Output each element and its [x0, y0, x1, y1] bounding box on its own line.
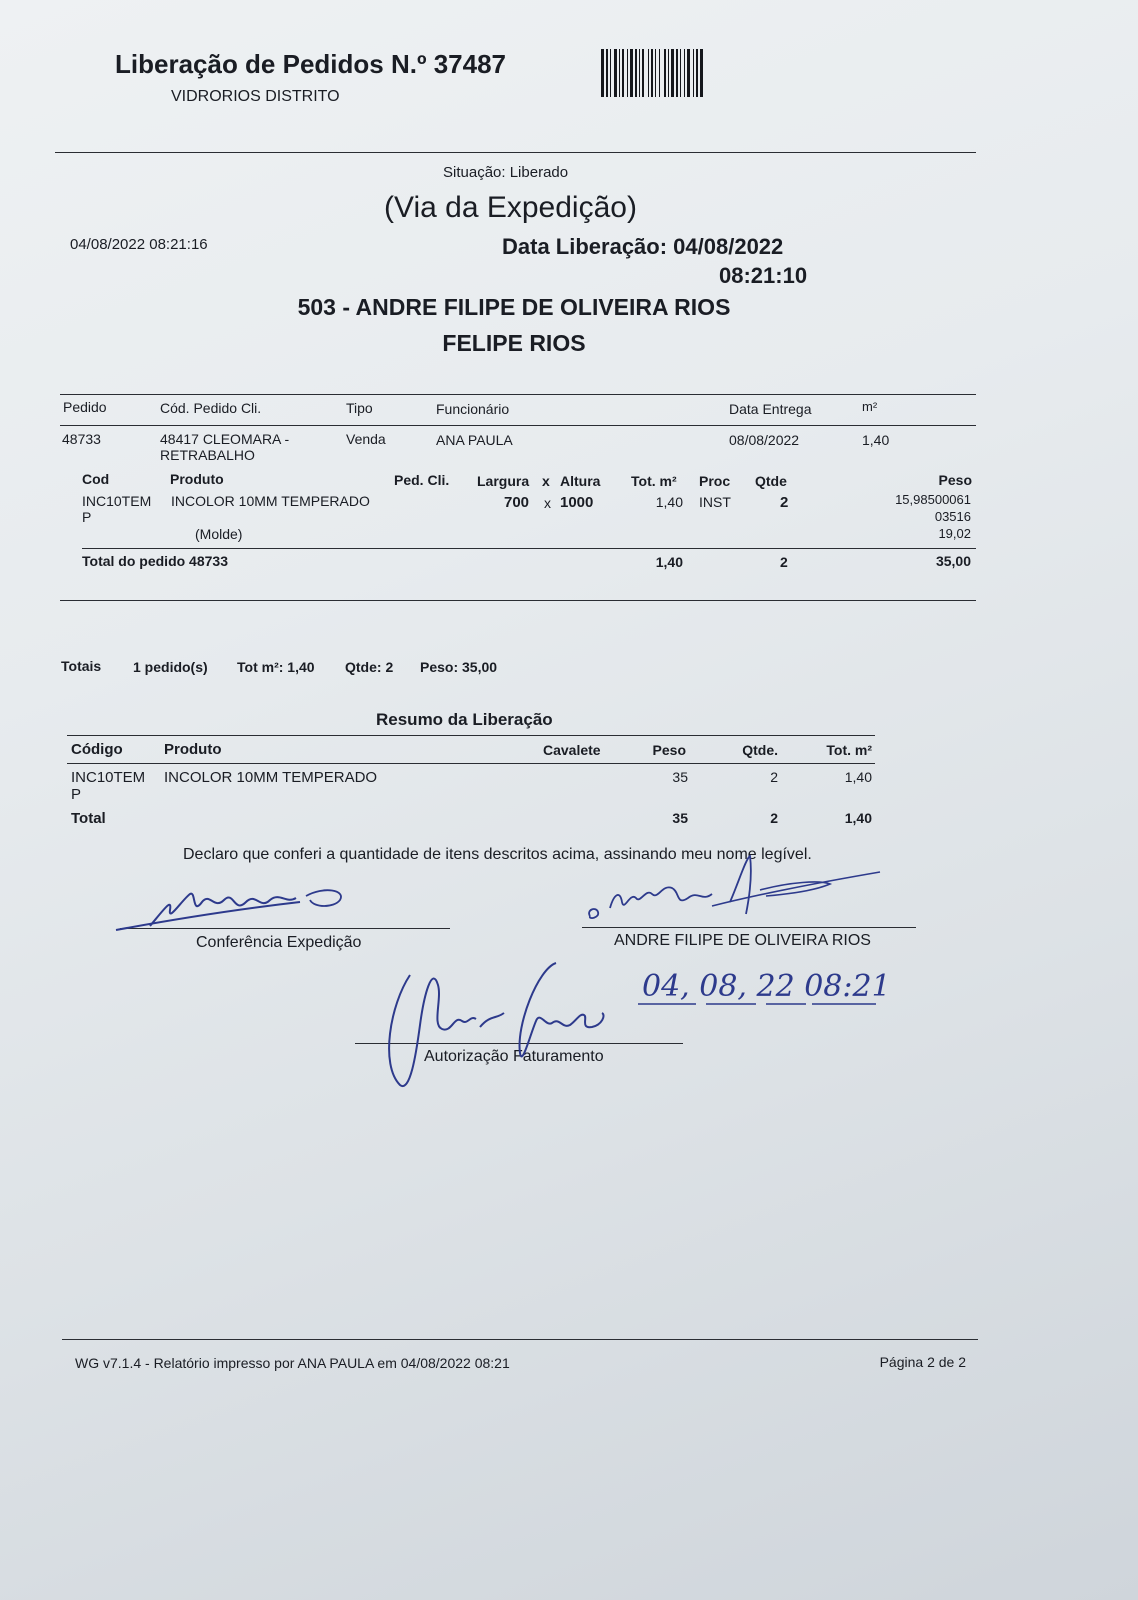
- client-handwritten-signature: [580, 854, 900, 934]
- order-m2: 1,40: [862, 432, 890, 448]
- client-signature-name: ANDRE FILIPE DE OLIVEIRA RIOS: [614, 932, 871, 949]
- barcode-bar: [700, 49, 703, 97]
- item-header-x: x: [542, 473, 550, 489]
- summary-header-tot-m2: Tot. m²: [826, 742, 872, 758]
- col-header-tipo: Tipo: [346, 400, 373, 416]
- conferencia-handwritten-signature: [110, 880, 360, 940]
- status-text: Situação: Liberado: [443, 164, 569, 181]
- barcode-bar: [655, 49, 656, 97]
- barcode-bar: [619, 49, 620, 97]
- item-weight: 15,98500061: [895, 492, 971, 507]
- item-width: 700: [504, 494, 530, 511]
- order-table-header-rule: [60, 425, 976, 426]
- summary-code-cont: P: [71, 786, 82, 803]
- conferencia-label: Conferência Expedição: [196, 934, 362, 951]
- barcode-bar: [648, 49, 649, 97]
- col-header-funcionario: Funcionário: [436, 401, 510, 417]
- print-datetime: 04/08/2022 08:21:16: [70, 236, 208, 253]
- svg-text:04, 08, 22 08:21: 04, 08, 22 08:21: [642, 969, 891, 1004]
- barcode-bar: [622, 49, 624, 97]
- barcode-bar: [642, 49, 644, 97]
- barcode-bar: [630, 49, 633, 97]
- summary-header-produto: Produto: [164, 741, 222, 758]
- item-height: 1000: [560, 494, 594, 511]
- item-mold-label: (Molde): [195, 526, 243, 542]
- item-proc: INST: [699, 494, 731, 510]
- barcode-bar: [639, 49, 640, 97]
- item-qty: 2: [780, 494, 789, 511]
- release-time: 08:21:10: [719, 263, 808, 288]
- totals-weight: Peso: 35,00: [420, 659, 498, 675]
- summary-total-label: Total: [71, 810, 106, 827]
- summary-product: INCOLOR 10MM TEMPERADO: [164, 769, 378, 786]
- release-date: Data Liberação: 04/08/2022: [502, 234, 784, 259]
- summary-m2: 1,40: [844, 769, 872, 785]
- company-name: VIDRORIOS DISTRITO: [171, 88, 340, 105]
- summary-weight: 35: [672, 769, 688, 785]
- autorizacao-handwritten-signature: [380, 955, 620, 1095]
- header-divider: [55, 152, 976, 153]
- summary-header-qtde: Qtde.: [742, 742, 778, 758]
- totals-m2: Tot m²: 1,40: [237, 659, 315, 675]
- barcode-bar: [680, 49, 681, 97]
- order-total-qty: 2: [780, 554, 788, 570]
- item-header-largura: Largura: [477, 473, 530, 489]
- summary-header-codigo: Código: [71, 741, 123, 758]
- item-header-tot-m2: Tot. m²: [631, 473, 677, 489]
- barcode-bar: [614, 49, 617, 97]
- item-header-produto: Produto: [170, 471, 224, 487]
- client-order-code: 48417 CLEOMARA -: [160, 431, 290, 447]
- order-table-bottom-rule: [60, 600, 976, 601]
- barcode-bar: [601, 49, 604, 97]
- barcode-bar: [671, 49, 674, 97]
- client-name: 503 - ANDRE FILIPE DE OLIVEIRA RIOS: [297, 294, 731, 320]
- footer-rule: [62, 1339, 978, 1340]
- item-code-cont: P: [82, 509, 92, 525]
- col-header-pedido: Pedido: [63, 399, 107, 415]
- totals-label: Totais: [61, 658, 102, 674]
- item-dimension-x: x: [544, 495, 551, 511]
- item-product: INCOLOR 10MM TEMPERADO: [171, 493, 370, 509]
- footer-printed-by: WG v7.1.4 - Relatório impresso por ANA PAULA em 04/08/2022 08:21: [75, 1355, 510, 1371]
- item-header-proc: Proc: [699, 473, 731, 489]
- order-number: 48733: [62, 431, 101, 447]
- item-code: INC10TEM: [82, 493, 152, 509]
- autorizacao-label: Autorização Faturamento: [424, 1048, 604, 1065]
- summary-title: Resumo da Liberação: [376, 710, 553, 729]
- item-total-rule: [82, 548, 976, 549]
- declaration-text: Declaro que conferi a quantidade de itens descritos acima, assinando meu nome legível.: [183, 846, 812, 863]
- order-type: Venda: [346, 431, 386, 447]
- item-weight-cont: 03516: [934, 509, 971, 524]
- item-header-altura: Altura: [560, 473, 601, 489]
- order-total-weight: 35,00: [935, 553, 971, 569]
- barcode-bar: [635, 49, 637, 97]
- barcode-bar: [684, 49, 685, 97]
- item-weight-mold: 19,02: [938, 526, 971, 541]
- barcode: [601, 49, 763, 97]
- summary-top-rule: [67, 735, 875, 736]
- item-header-ped-cli: Ped. Cli.: [394, 472, 450, 488]
- summary-total-m2: 1,40: [844, 810, 872, 826]
- handwritten-date: [636, 962, 906, 1012]
- barcode-bar: [606, 49, 608, 97]
- copy-label: (Via da Expedição): [384, 191, 637, 224]
- item-tot-m2: 1,40: [655, 494, 683, 510]
- totals-qty: Qtde: 2: [345, 659, 394, 675]
- order-employee: ANA PAULA: [436, 432, 513, 448]
- col-header-cod-pedido-cli: Cód. Pedido Cli.: [160, 400, 262, 416]
- item-header-cod: Cod: [82, 471, 110, 487]
- client-order-code-cont: RETRABALHO: [160, 447, 255, 463]
- col-header-m2: m²: [862, 399, 878, 414]
- summary-total-weight: 35: [672, 810, 688, 826]
- summary-qty: 2: [770, 769, 778, 785]
- barcode-bar: [659, 49, 660, 97]
- item-header-qtde: Qtde: [755, 473, 787, 489]
- barcode-bar: [651, 49, 653, 97]
- summary-header-peso: Peso: [652, 742, 686, 758]
- document-title: Liberação de Pedidos N.º 37487: [115, 49, 506, 79]
- summary-header-rule: [67, 763, 875, 764]
- order-total-m2: 1,40: [655, 554, 683, 570]
- col-header-data-entrega: Data Entrega: [729, 401, 812, 417]
- delivery-date: 08/08/2022: [729, 432, 800, 448]
- summary-code: INC10TEM: [71, 769, 146, 786]
- order-total-label: Total do pedido 48733: [82, 553, 228, 569]
- client-alias: FELIPE RIOS: [442, 330, 586, 356]
- item-header-peso: Peso: [938, 472, 972, 488]
- summary-header-cavalete: Cavalete: [543, 742, 601, 758]
- barcode-bar: [668, 49, 669, 97]
- barcode-bar: [627, 49, 628, 97]
- barcode-bar: [610, 49, 611, 97]
- footer-page-number: Página 2 de 2: [879, 1354, 966, 1370]
- barcode-bar: [693, 49, 694, 97]
- order-table-top-rule: [60, 394, 976, 395]
- barcode-bar: [687, 49, 690, 97]
- barcode-bar: [696, 49, 698, 97]
- barcode-bar: [676, 49, 678, 97]
- summary-total-qty: 2: [770, 810, 778, 826]
- barcode-bar: [664, 49, 666, 97]
- totals-orders: 1 pedido(s): [133, 659, 208, 675]
